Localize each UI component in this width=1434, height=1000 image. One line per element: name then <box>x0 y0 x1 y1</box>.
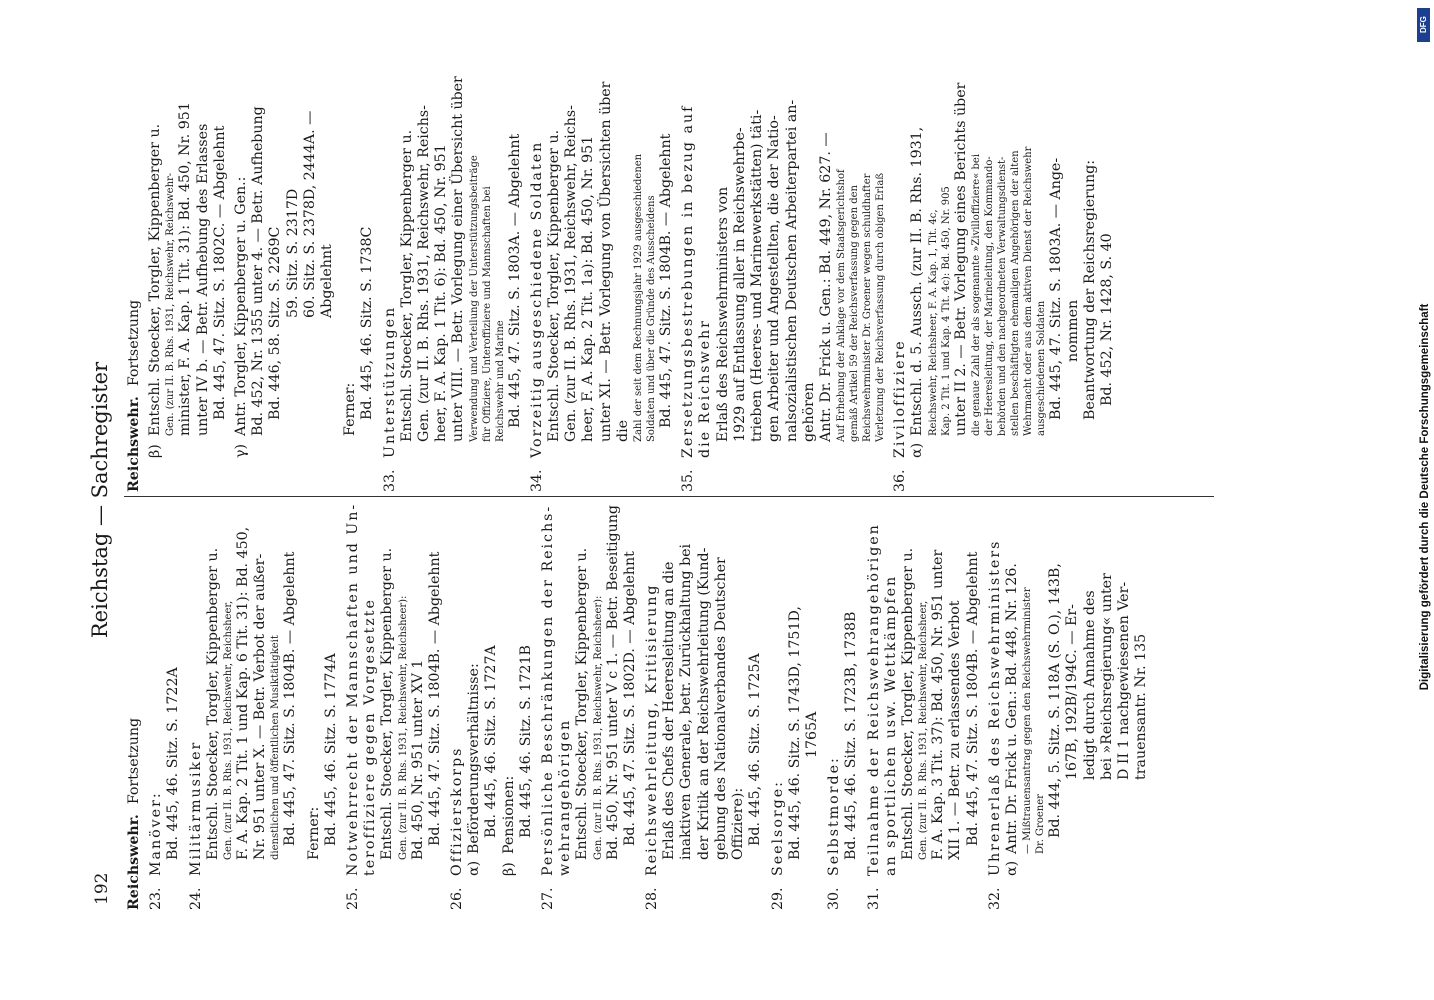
subentry-alpha <box>909 72 1116 458</box>
entry-25 <box>345 490 444 910</box>
entry-line: Nr. 951 unter X. — Betr. Verbot der außer- <box>252 553 269 860</box>
entry-line: nommen <box>1064 299 1081 362</box>
entry-line: Erlaß des Chefs der Heeresleitung an die <box>661 561 678 860</box>
entry-title: Reichswehrleitung, Kritisierung <box>644 583 661 876</box>
entry-line: Verletzung der Reichsverfassung durch obigen Erlaß <box>875 172 887 442</box>
entry-line: trieben (Heeres- und Marinewerkstätten) täti- <box>749 109 766 442</box>
entry-line: Erlaß des Reichswehrministers von <box>714 186 731 442</box>
entry-line: Reichswehrminister Dr. Groener wegen schuldhafter <box>862 173 874 442</box>
entry-number: 30. <box>826 887 843 910</box>
entry-line: unter VIII. — Betr. Vorlegung einer Übersicht über <box>450 76 467 442</box>
entry-line: Bd. 445, 46. Sitz. S. 1723B, 1738B <box>843 611 860 860</box>
entry-line: Beantwortung der Reichsregierung: <box>1082 159 1099 420</box>
page-number: 192 <box>92 872 112 905</box>
entry-line: D II 1 nachgewiesenen Ver- <box>1115 581 1132 780</box>
entry-title: Persönliche Beschränkungen der Reichs- <box>540 504 557 876</box>
subentry-gamma <box>233 72 377 458</box>
entry-line: Reichswehr und Marine <box>494 320 506 442</box>
entry-line: behörden und den nachgeordneten Verwaltungsdienst- <box>996 156 1008 436</box>
entry-line: Verwendung und Verteilung der Unterstützungsbeiträge <box>468 155 480 442</box>
entry-line: Bd. 445, 47. Sitz. S. 1803A. — Abgelehnt <box>506 133 523 428</box>
entry-line: die genaue Zahl der als sogenannte »Zivilloffiziere« bei <box>970 153 982 436</box>
entry-line: Wehrmacht oder aus dem aktiven Dienst der Reichswehr <box>1022 146 1034 436</box>
entry-title: Manöver: <box>148 791 165 876</box>
entry-title: Notwehrrecht der Mannschaften und Un- <box>345 502 362 876</box>
entry-line: Bd. 445, 47. Sitz. S. 1802D. — Abgelehnt <box>621 551 638 846</box>
entry-line: Bd. 445, 47. Sitz. S. 1802C. — Abgelehnt <box>211 125 228 420</box>
entry-line: unter II 2. — Betr. Vorlegung eines Berichts über <box>952 82 969 436</box>
entry-line: Abgelehnt <box>319 244 336 318</box>
entry-line: unter XI. — Betr. Vorlegung von Übersichten über die <box>597 81 631 442</box>
entry-line: Gen. (zur II. B. Rhs. 1931, Reichswehr, Reichsheer): <box>592 595 604 860</box>
entry-line: Reichswehr, Reichsheer, F. A. Kap. 1, Tit. 4c, <box>927 209 939 436</box>
subentry-alpha <box>466 490 500 876</box>
subentry-title: Pensionen: <box>500 775 517 854</box>
entry-line: Antr. Torgler, Kippenberger u. Gen.: <box>233 176 250 436</box>
entry-23 <box>148 490 182 910</box>
heading-keyword: Reichswehr. <box>126 396 142 492</box>
entry-line: Antr. Dr. Frick u. Gen.: Bd. 449, Nr. 627. — <box>817 132 834 442</box>
entry-line: heer, F. A. Kap. 2 Tit. 1a): Bd. 450, Nr. 951 <box>580 135 597 442</box>
entry-26 <box>449 490 535 910</box>
entry-title: Militärmusiker <box>187 740 204 876</box>
entry-number: 28. <box>644 887 661 910</box>
right-column <box>126 72 1117 492</box>
entry-line: 1765A <box>803 711 820 758</box>
entry-title: die Reichswehr <box>697 319 714 458</box>
entry-line: F. A. Kap. 3 Tit. 37): Bd. 450, Nr. 951 unter <box>930 549 947 860</box>
entry-line: Zahl der seit dem Rechnungsjahr 1929 ausgeschiedenen <box>633 153 645 442</box>
subentry-title: Antr. Dr. Frick u. Gen.: Bd. 448, Nr. 126. <box>1003 563 1020 854</box>
entry-line: Bd. 445, 47. Sitz. S. 1804B. — Abgelehnt <box>282 551 299 846</box>
entry-line: Entschl. Stoecker, Torgler, Kippenberger u. <box>574 547 591 860</box>
subentry-alpha <box>1004 490 1150 876</box>
entry-line: Gen. (zur II. B. Rhs. 1931, Reichswehr, Reichsheer, <box>918 600 930 860</box>
entry-line: Entschl. Stoecker, Torgler, Kippenberger u. <box>899 547 916 860</box>
entry-line: Bd. 452, Nr. 1428, S. 40 <box>1099 233 1116 406</box>
entry-title: Ziviloffiziere <box>892 339 909 458</box>
entry-line: ausgeschiedenen Soldaten <box>1035 300 1047 436</box>
entry-line: 1929 auf Entlassung aller in Reichswehrbe- <box>731 127 748 442</box>
entry-line: trauensantr. Nr. 135 <box>1133 633 1150 780</box>
entry-33 <box>382 72 524 492</box>
left-column <box>126 490 1150 910</box>
entry-line: heer, F. A. Kap. 1 Tit. 6): Bd. 450, Nr. 951 <box>433 144 450 442</box>
entry-title: Unterstützungen <box>381 305 398 458</box>
entry-line: Bd. 445, 46. Sitz. S. 1774A <box>322 653 339 846</box>
entry-line: Ferner: <box>305 806 322 860</box>
entry-line: 167B, 192B/194C. — Er- <box>1064 604 1081 780</box>
entry-line: Entschl. Stoecker, Torgler, Kippenberger u. <box>147 123 164 436</box>
entry-line: inaktiven Generale, betr. Zurückhaltung bei <box>678 543 695 860</box>
entry-34 <box>529 72 675 492</box>
entry-line: Bd. 445, 46. Sitz. S. 1721B <box>517 645 534 838</box>
entry-number: 31. <box>865 887 882 910</box>
entry-line: Auf Erhebung der Anklage vor dem Staatsgerichtshof <box>836 169 848 442</box>
entry-title: Selbstmorde: <box>826 756 843 876</box>
entry-number: 23. <box>148 887 165 910</box>
entry-number: 36. <box>892 469 909 492</box>
subentry-marker: β) <box>147 444 164 458</box>
subentry-title: Beförderungsverhältnisse: <box>466 663 483 854</box>
entry-title: teroffiziere gegen Vorgesetzte <box>362 598 379 876</box>
entry-line: Gen. (zur II. B. Rhs. 1931, Reichswehr, Reichs- <box>416 105 433 442</box>
entry-line: Bd. 446, 58. Sitz. S. 2269C <box>267 226 284 420</box>
entry-line: ledigt durch Annahme des <box>1081 590 1098 780</box>
entry-32 <box>987 490 1151 910</box>
entry-35 <box>680 72 887 492</box>
entry-line: XII 1. — Betr. zu erlassendes Verbot <box>947 600 964 860</box>
subentry-marker: α) <box>466 860 483 876</box>
entry-number: 34. <box>528 469 545 492</box>
heading-keyword: Reichswehr. <box>126 814 142 910</box>
entry-line: bei »Reichsregierung« unter <box>1098 573 1115 780</box>
entry-line: gehören <box>800 382 817 442</box>
entry-line: Bd. 445, 46. Sitz. S. 1722A <box>165 667 182 860</box>
entry-27 <box>540 490 639 910</box>
column-heading <box>126 490 143 910</box>
entry-title: Vorzeitig ausgeschiedene Soldaten <box>528 140 545 458</box>
entry-line: Bd. 445, 46. Sitz. S. 1743D, 1751D, <box>786 606 803 860</box>
entry-line: Bd. 445, 47. Sitz. S. 1804B. — Abgelehnt <box>658 133 675 428</box>
entry-line: Gen. (zur II. B. Rhs. 1931, Reichswehr, Reichsheer): <box>397 595 409 860</box>
entry-line: der Heeresleitung, der Marineleitung, den Kommando- <box>983 156 995 436</box>
entry-line: — Mißtrauensantrag gegen den Reichswehrminister <box>1022 587 1034 854</box>
entry-30 <box>826 490 860 910</box>
entry-36 <box>892 72 1116 492</box>
entry-number: 35. <box>680 469 697 492</box>
entry-line: gebung des Nationalverbandes Deutscher <box>712 557 729 860</box>
entry-line: 60. Sitz. S. 2378D, 2444A. — <box>301 110 318 318</box>
entry-number: 32. <box>986 887 1003 910</box>
entry-line: der Kritik an der Reichswehrleitung (Kund- <box>695 547 712 860</box>
entry-line: Bd. 445, 47. Sitz. S. 1804B. — Abgelehnt <box>426 551 443 846</box>
entry-number: 33. <box>381 469 398 492</box>
entry-line: 59. Sitz. S. 2317D <box>284 188 301 318</box>
funding-note-text: Digitalisierung gefördert durch die Deutsche Forschungsgemeinschaft <box>1419 303 1431 691</box>
entry-title: Zersetzungsbestrebungen in bezug auf <box>680 104 697 458</box>
entry-line: Entschl. Stoecker, Torgler, Kippenberger u. <box>398 129 415 442</box>
entry-line: Bd. 444, 5. Sitz. S. 118A (S. O.), 143B, <box>1047 563 1064 838</box>
entry-number: 24. <box>187 887 204 910</box>
entry-line: Gen. (zur II. B. Rhs. 1931, Reichswehr, Reichs- <box>563 105 580 442</box>
subentry-marker: β) <box>500 862 517 876</box>
entry-title: wehrangehörigen <box>557 718 574 876</box>
entry-line: Bd. 445, 46. Sitz. S. 1725A <box>747 653 764 846</box>
entry-line: gen Arbeiter und Angestellten, die der Natio- <box>766 115 783 442</box>
subentry-marker: γ) <box>233 443 250 458</box>
column-heading <box>126 72 143 492</box>
subentry-marker: α) <box>1003 860 1020 876</box>
entry-title: Uhrenerlaß des Reichswehrministers <box>986 539 1003 876</box>
entry-title: Offizierskorps <box>449 746 466 876</box>
entry-number: 26. <box>449 887 466 910</box>
entry-title: Teilnahme der Reichswehrangehörigen <box>865 523 882 876</box>
entry-line: Entschl. Stoecker, Torgler, Kippenberger u. <box>379 547 396 860</box>
entry-28 <box>644 490 764 910</box>
entry-line: Bd. 445, 47. Sitz. S. 1803A. — Ange- <box>1047 157 1064 420</box>
heading-continuation: Fortsetzung <box>126 717 142 805</box>
entry-line: gemäß Artikel 59 der Reichsverfassung gegen den <box>849 185 861 442</box>
dfg-logo: DFG <box>1417 8 1430 42</box>
entry-title: an sportlichen usw. Wettkämpfen <box>882 574 899 876</box>
entry-line: für Offiziere, Unteroffiziere und Mannschaften bei <box>481 186 493 442</box>
entry-number: 27. <box>540 887 557 910</box>
entry-line: unter IV b. — Betr. Aufhebung des Erlasses <box>194 123 211 436</box>
entry-31 <box>866 490 982 910</box>
subentry-beta <box>501 490 535 876</box>
entry-number: 29. <box>769 887 786 910</box>
entry-29 <box>770 490 822 910</box>
entry-line: minister, F. A. Kap. 1 Tit. 31): Bd. 450, Nr. 951 <box>177 102 194 436</box>
entry-line: Bd. 452, Nr. 1355 unter 4. — Betr. Aufhebung <box>250 106 267 436</box>
entry-line: Bd. 445, 46. Sitz. S. 1738C <box>359 226 376 420</box>
entry-line: dienstlichen und öffentlichen Musiktätigkeit <box>270 635 282 860</box>
page-title: Reichstag — Sachregister <box>88 361 112 639</box>
entry-line: stellen beschäftigten ehemaligen Angehörigen der alten <box>1009 150 1021 436</box>
entry-line: Entschl. Stoecker, Torgler, Kippenberger u. <box>204 547 221 860</box>
entry-line: Kap. 2 Tit. 1 und Kap. 4 Tit. 4c): Bd. 450, Nr. 905 <box>940 186 952 436</box>
heading-continuation: Fortsetzung <box>126 299 142 387</box>
subentry-marker: α) <box>909 442 926 458</box>
entry-title: Seelsorge: <box>769 780 786 876</box>
entry-line: Bd. 445, 46. Sitz. S. 1727A <box>483 645 500 838</box>
entry-line: Soldaten und über die Gründe des Ausscheidens <box>646 195 658 442</box>
entry-number: 25. <box>345 887 362 910</box>
entry-line: Entschl. Stoecker, Torgler, Kippenberger u. <box>546 129 563 442</box>
entry-line: Offiziere): <box>730 787 747 860</box>
entry-line: Dr. Groener <box>1035 794 1047 854</box>
entry-line: Gen. (zur II. B. Rhs. 1931, Reichswehr, Reichswehr- <box>165 172 177 436</box>
entry-line: Bd. 450, Nr. 951 unter V c 1. — Betr. Beseitigung <box>604 505 621 860</box>
entry-line: nalsozialistischen Deutschen Arbeiterpartei an- <box>783 99 800 442</box>
entry-line: Bd. 450, Nr. 951 unter XV 1 <box>409 659 426 860</box>
entry-line: Gen. (zur II. B. Rhs. 1931, Reichswehr, Reichsheer, <box>223 600 235 860</box>
page-header <box>88 0 128 1000</box>
entry-line: Bd. 445, 47. Sitz. S. 1804B. — Abgelehnt <box>964 551 981 846</box>
entry-24 <box>188 490 340 910</box>
entry-line: Entschl. d. 5. Aussch. (zur II. B. Rhs. 1931, <box>909 126 926 436</box>
entry-line: Ferner: <box>342 382 359 436</box>
subentry-beta <box>147 72 229 458</box>
entry-line: F. A. Kap. 2 Tit. 1 und Kap. 6 Tit. 31): Bd. 450, <box>235 526 252 860</box>
